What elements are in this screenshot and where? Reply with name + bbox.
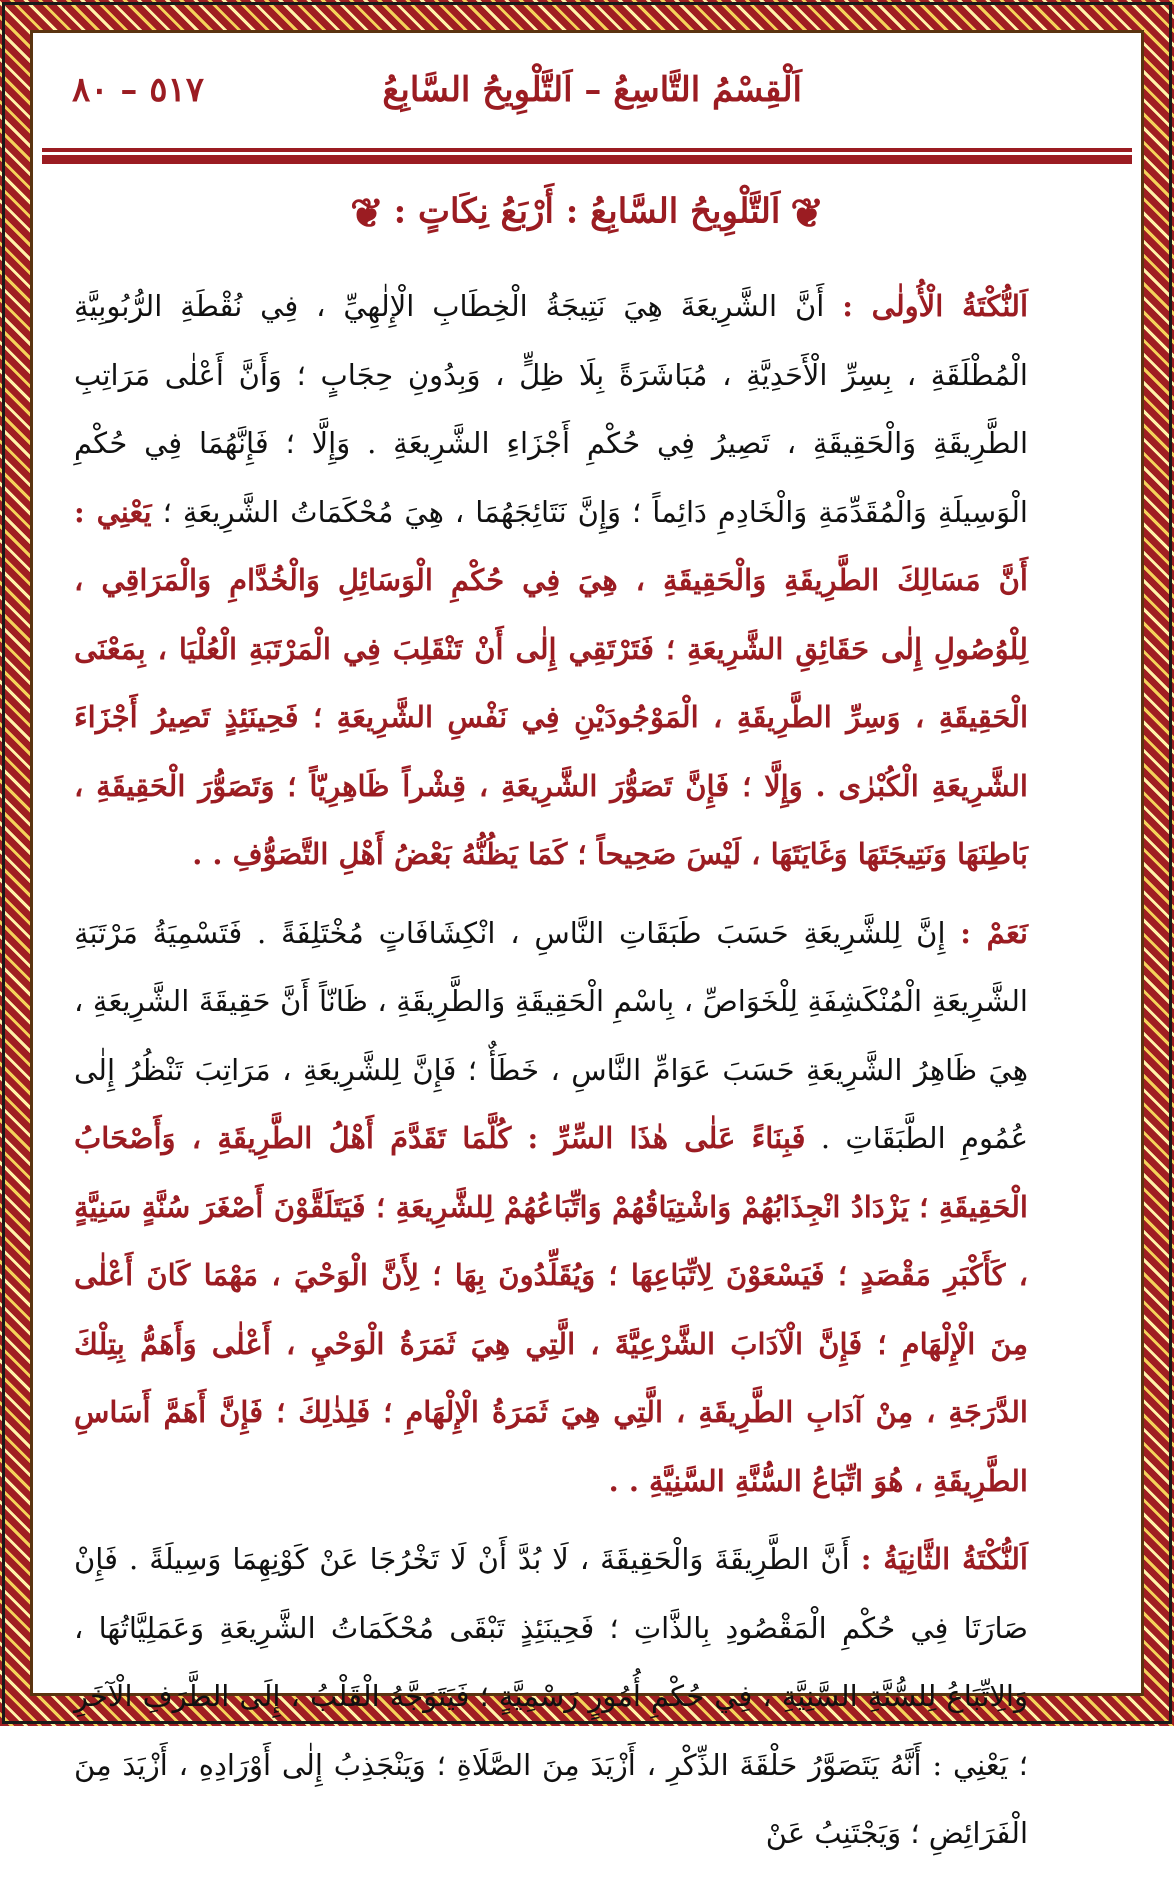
header-rule-thin xyxy=(42,148,1132,152)
paragraph-text: أَنَّ الطَّرِيقَةَ وَالْحَقِيقَةَ ، لَا بُدَّ أَنْ لَا تَخْرُجَا عَنْ كَوْنِهِمَا وَسِيلَةً . فَإِنْ صَارَتَا فِي حُكْمِ الْمَقْصُودِ بِالذَّاتِ ؛ فَحِينَئِذٍ تَبْقَى مُحْكَمَاتُ الشَّرِيعَةِ وَعَمَلِيَّاتُهَا ، وَالِاتِّبَاعُ لِلسُّنَّةِ السَّنِيَّةِ ، فِي حُكْمِ أُمُورٍ رَسْمِيَّةٍ ؛ فَيَتَوَجَّهُ الْقَلْبُ ، إِلَى الطَّرَفِ الْآخَرِ ؛ يَعْنِي : أَنَّهُ يَتَصَوَّرُ حَلْقَةَ الذِّكْرِ ، أَزْيَدَ مِنَ الصَّلَاةِ ؛ وَيَنْجَذِبُ إِلٰى أَوْرَادِهِ ، أَزْيَدَ مِنَ الْفَرَائِضِ ؛ وَيَجْتَنِبُ عَنْ xyxy=(74,1542,1029,1850)
page-header xyxy=(42,60,1132,130)
floral-ornament-icon: ❦ xyxy=(790,190,824,237)
paragraph-text: إِنَّ لِلشَّرِيعَةِ حَسَبَ طَبَقَاتِ النَّاسِ ، انْكِشَافَاتٍ مُخْتَلِفَةً . فَتَسْمِيَةُ مَرْتَبَةِ الشَّرِيعَةِ الْمُنْكَشِفَةِ لِلْخَوَاصِّ ، بِاسْمِ الْحَقِيقَةِ وَالطَّرِيقَةِ ، ظَانّاً أَنَّ حَقِيقَةَ الشَّرِيعَةِ ، هِيَ ظَاهِرُ الشَّرِيعَةِ حَسَبَ عَوَامِّ النَّاسِ ، خَطَأٌ ؛ فَإِنَّ لِلشَّرِيعَةِ ، مَرَاتِبَ تَنْظُرُ إِلٰى عُمُومِ الطَّبَقَاتِ . xyxy=(74,915,1028,1155)
running-title: اَلْقِسْمُ التَّاسِعُ – اَلتَّلْوِيحُ السَّابِعُ xyxy=(382,70,802,110)
section-heading xyxy=(0,190,1174,237)
paragraph-lead: نَعَمْ : xyxy=(960,915,1028,950)
section-title-text: اَلتَّلْوِيحُ السَّابِعُ : أَرْبَعُ نِكَاتٍ : xyxy=(393,191,781,232)
paragraph-first-point xyxy=(74,272,1098,889)
paragraph-naam xyxy=(74,899,1098,1516)
floral-ornament-icon: ❦ xyxy=(350,190,384,237)
body-text xyxy=(74,272,1098,1878)
paragraph-lead: اَلنُّكْتَةُ الثَّانِيَةُ : xyxy=(860,1542,1028,1576)
paragraph-emphasis: فَبِنَاءً عَلٰى هٰذَا السِّرِّ : كُلَّمَا تَقَدَّمَ أَهْلُ الطَّرِيقَةِ ، وَأَصْحَابُ الْحَقِيقَةِ ؛ يَزْدَادُ انْجِذَابُهُمْ وَاشْتِيَاقُهُمْ وَاتِّبَاعُهُمْ لِلشَّرِيعَةِ ؛ فَيَتَلَقَّوْنَ أَصْغَرَ سُنَّةٍ سَنِيَّةٍ ، كَأَكْبَرِ مَقْصَدٍ ؛ فَيَسْعَوْنَ لِاتِّبَاعِهَا ؛ وَيُقَلِّدُونَ بِهَا ؛ لِأَنَّ الْوَحْيَ ، مَهْمَا كَانَ أَعْلٰى مِنَ الْإِلْهَامِ ؛ فَإِنَّ الْآدَابَ الشَّرْعِيَّةَ ، الَّتِي هِيَ ثَمَرَةُ الْوَحْيِ ، أَعْلٰى وَأَهَمُّ بِتِلْكَ الدَّرَجَةِ ، مِنْ آدَابِ الطَّرِيقَةِ ، الَّتِي هِيَ ثَمَرَةُ الْإِلْهَامِ ؛ فَلِذٰلِكَ ؛ فَإِنَّ أَهَمَّ أَسَاسِ الطَّرِيقَةِ ، هُوَ اتِّبَاعُ السُّنَّةِ السَّنِيَّةِ . . xyxy=(74,1121,1028,1498)
header-rule-thick xyxy=(42,155,1132,164)
paragraph-lead: اَلنُّكْتَةُ الْأُولٰى : xyxy=(842,289,1029,323)
paragraph-text: أَنَّ الشَّرِيعَةَ هِيَ نَتِيجَةُ الْخِطَابِ الْإِلٰهِيِّ ، فِي نُقْطَةِ الرُّبُوبِيَّةِ الْمُطْلَقَةِ ، بِسِرِّ الْأَحَدِيَّةِ ، مُبَاشَرَةً بِلَا ظِلٍّ ، وَبِدُونِ حِجَابٍ ؛ وَأَنَّ أَعْلٰى مَرَاتِبِ الطَّرِيقَةِ وَالْحَقِيقَةِ ، تَصِيرُ فِي حُكْمِ أَجْزَاءِ الشَّرِيعَةِ . وَإِلَّا ؛ فَإِنَّهُمَا فِي حُكْمِ الْوَسِيلَةِ وَالْمُقَدِّمَةِ وَالْخَادِمِ دَائِماً ؛ وَإِنَّ نَتَائِجَهُمَا ، هِيَ مُحْكَمَاتُ الشَّرِيعَةِ ؛ xyxy=(74,289,1028,529)
paragraph-second-point xyxy=(74,1525,1098,1868)
paragraph-emphasis: يَعْنِي : أَنَّ مَسَالِكَ الطَّرِيقَةِ وَالْحَقِيقَةِ ، هِيَ فِي حُكْمِ الْوَسَائِلِ وَالْخُدَّامِ وَالْمَرَاقِي ، لِلْوُصُولِ إِلٰى حَقَائِقِ الشَّرِيعَةِ ؛ فَتَرْتَقِي إِلٰى أَنْ تَنْقَلِبَ فِي الْمَرْتَبَةِ الْعُلْيَا ، بِمَعْنَى الْحَقِيقَةِ ، وَسِرِّ الطَّرِيقَةِ ، الْمَوْجُودَيْنِ فِي نَفْسِ الشَّرِيعَةِ ؛ فَحِينَئِذٍ تَصِيرُ أَجْزَاءَ الشَّرِيعَةِ الْكُبْرٰى . وَإِلَّا ؛ فَإِنَّ تَصَوُّرَ الشَّرِيعَةِ ، قِشْراً ظَاهِرِيّاً ؛ وَتَصَوُّرَ الْحَقِيقَةِ ، بَاطِنَهَا وَنَتِيجَتَهَا وَغَايَتَهَا ، لَيْسَ صَحِيحاً ؛ كَمَا يَظُنُّهُ بَعْضُ أَهْلِ التَّصَوُّفِ . . xyxy=(74,494,1028,871)
page-number: ٥١٧ – ٨٠ xyxy=(72,70,205,110)
